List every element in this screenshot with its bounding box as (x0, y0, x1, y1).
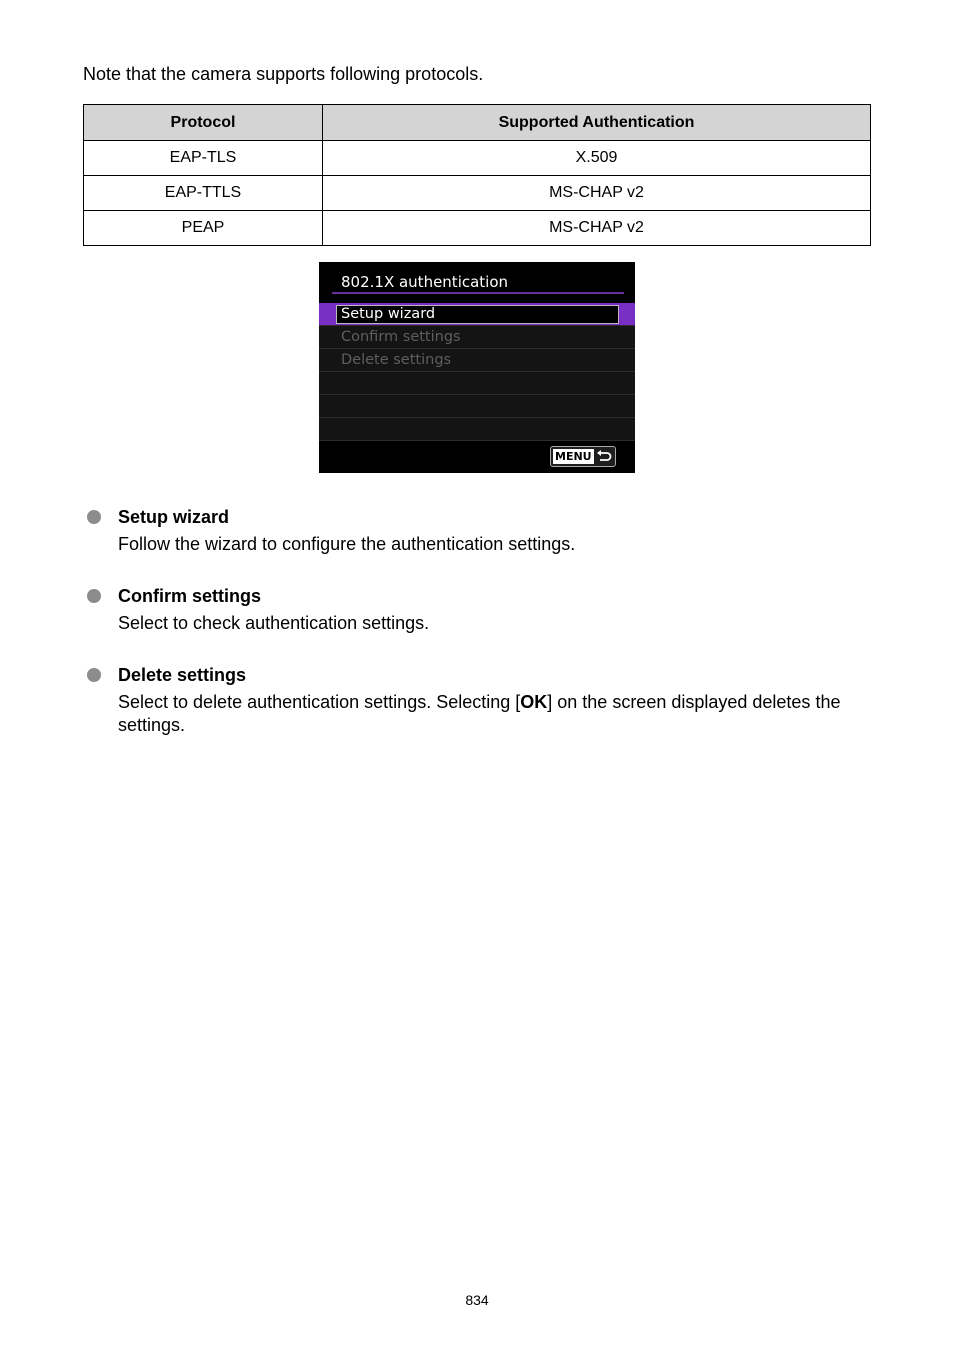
menu-row-empty (319, 372, 635, 395)
table-header-row (84, 105, 871, 141)
cell-authentication: X.509 (323, 141, 871, 176)
item-title-confirm-settings: Confirm settings (118, 586, 262, 606)
intro-text: Note that the camera supports following protocols. (83, 64, 484, 84)
cell-protocol: EAP-TTLS (84, 176, 323, 211)
menu-item-label: Setup wizard (341, 306, 436, 322)
menu-item-label: Delete settings (341, 352, 452, 368)
menu-row-empty (319, 418, 635, 441)
desc-text: ] on the screen displayed deletes the settings. (118, 692, 841, 735)
page-number: 834 (465, 1292, 489, 1308)
menu-row-empty (319, 395, 635, 418)
menu-item-label: Confirm settings (341, 329, 461, 345)
item-title-delete-settings: Delete settings (118, 665, 247, 685)
header-protocol: Protocol (84, 105, 323, 141)
return-arrow-icon (596, 449, 612, 464)
cell-protocol: EAP-TLS (84, 141, 323, 176)
menu-item-setup-wizard[interactable] (319, 303, 635, 326)
item-desc-setup-wizard: Follow the wizard to configure the authentication settings. (118, 534, 576, 554)
menu-item-confirm-settings[interactable] (319, 326, 635, 349)
bullet-icon (87, 589, 101, 603)
title-divider (332, 292, 624, 294)
header-supported-authentication: Supported Authentication (323, 105, 871, 141)
item-title-setup-wizard: Setup wizard (118, 507, 230, 527)
bullet-icon (87, 510, 101, 524)
item-desc-delete-settings (118, 691, 868, 737)
menu-item-delete-settings[interactable] (319, 349, 635, 372)
menu-button-label: MENU (555, 450, 592, 463)
menu-back-button[interactable] (550, 446, 616, 467)
cell-protocol: PEAP (84, 211, 323, 246)
camera-screen-title: 802.1X authentication (341, 273, 509, 291)
cell-authentication: MS-CHAP v2 (323, 176, 871, 211)
table-row (84, 176, 871, 211)
camera-screen (319, 262, 635, 473)
table-row (84, 211, 871, 246)
ok-label: OK (520, 692, 548, 712)
item-desc-confirm-settings: Select to check authentication settings. (118, 613, 430, 633)
table-row (84, 141, 871, 176)
bullet-icon (87, 668, 101, 682)
protocol-table (83, 104, 871, 246)
desc-text: Select to delete authentication settings. Selecting [ (118, 692, 521, 712)
cell-authentication: MS-CHAP v2 (323, 211, 871, 246)
